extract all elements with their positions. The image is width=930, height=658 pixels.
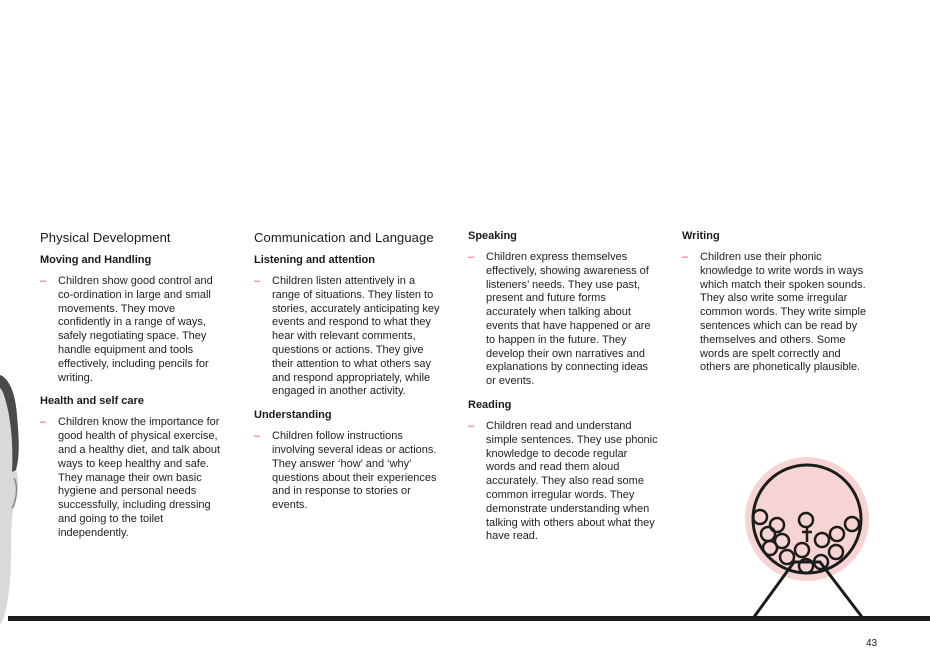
- list-item: [468, 420, 658, 544]
- dash-bullet-icon: –: [254, 430, 261, 443]
- item-text: Children listen attentively in a range of situations. They listen to stories, accurately anticipating key events and respond to what they hear with relevant comments, questions or actions. They give their attention to what others say and respond appropriately, while engaged in another activity.: [272, 275, 440, 398]
- item-text: Children express themselves effectively, showing awareness of listeners’ needs. They use past, present and future forms accurately when talking about events that have happened or are to happen in the future. They develop their own narratives and explanations by connecting ideas or events.: [486, 251, 651, 388]
- subsection-heading: Health and self care: [40, 395, 144, 408]
- dash-bullet-icon: –: [40, 275, 47, 287]
- list-item: [40, 275, 230, 385]
- list-item: [682, 251, 872, 375]
- item-text: Children show good control and co-ordination in large and small movements. They move confidently in a range of ways, safely negotiating space. They handle equipment and tools effectively, including pencils for writing.: [58, 275, 213, 384]
- item-text: Children know the importance for good health of physical exercise, and a healthy diet, and talk about ways to keep healthy and safe. They manage their own basic hygiene and personal needs successfully, including dressing and going to the toilet independently.: [58, 416, 221, 539]
- column-speaking-reading: [468, 229, 658, 544]
- subsection-heading: Moving and Handling: [40, 254, 152, 266]
- item-text: Children follow instructions involving several ideas or actions. They answer ‘how’ and ‘why’ questions about their experiences and in response to stories or events.: [272, 430, 437, 512]
- subsection-heading: Reading: [468, 398, 512, 411]
- subsection-heading: Listening and attention: [254, 254, 375, 266]
- list-item: [254, 275, 444, 399]
- section-title: Communication and Language: [254, 230, 434, 245]
- column-writing: [682, 229, 872, 375]
- dash-bullet-icon: –: [682, 251, 689, 263]
- page-number: 43: [866, 638, 878, 649]
- dash-bullet-icon: –: [40, 416, 47, 429]
- item-text: Children use their phonic knowledge to write words in ways which match their spoken sounds. They also write some irregular common words. They write simple sentences which can be read by themselves and others. Some words are spelt correctly and others are phonetically plausible.: [700, 251, 867, 374]
- dash-bullet-icon: –: [468, 251, 475, 263]
- column-communication-language: [254, 229, 444, 513]
- section-title: Physical Development: [40, 230, 171, 245]
- subsection-heading: Writing: [682, 230, 720, 242]
- item-text: Children read and understand simple sentences. They use phonic knowledge to decode regular words and read them aloud accurately. They also read some common irregular words. They demonstrate understanding when talking with others about what they have read.: [486, 419, 658, 543]
- subsection-heading: Understanding: [254, 409, 332, 422]
- list-item: [40, 416, 230, 540]
- list-item: [468, 251, 658, 389]
- column-physical-development: [40, 229, 230, 541]
- child-photo-partial: [0, 360, 22, 630]
- lottery-ball-drum-icon: [740, 452, 874, 620]
- list-item: [254, 430, 444, 513]
- dash-bullet-icon: –: [468, 419, 475, 432]
- subsection-heading: Speaking: [468, 230, 517, 242]
- dash-bullet-icon: –: [254, 275, 261, 287]
- footer-rule: [8, 616, 930, 621]
